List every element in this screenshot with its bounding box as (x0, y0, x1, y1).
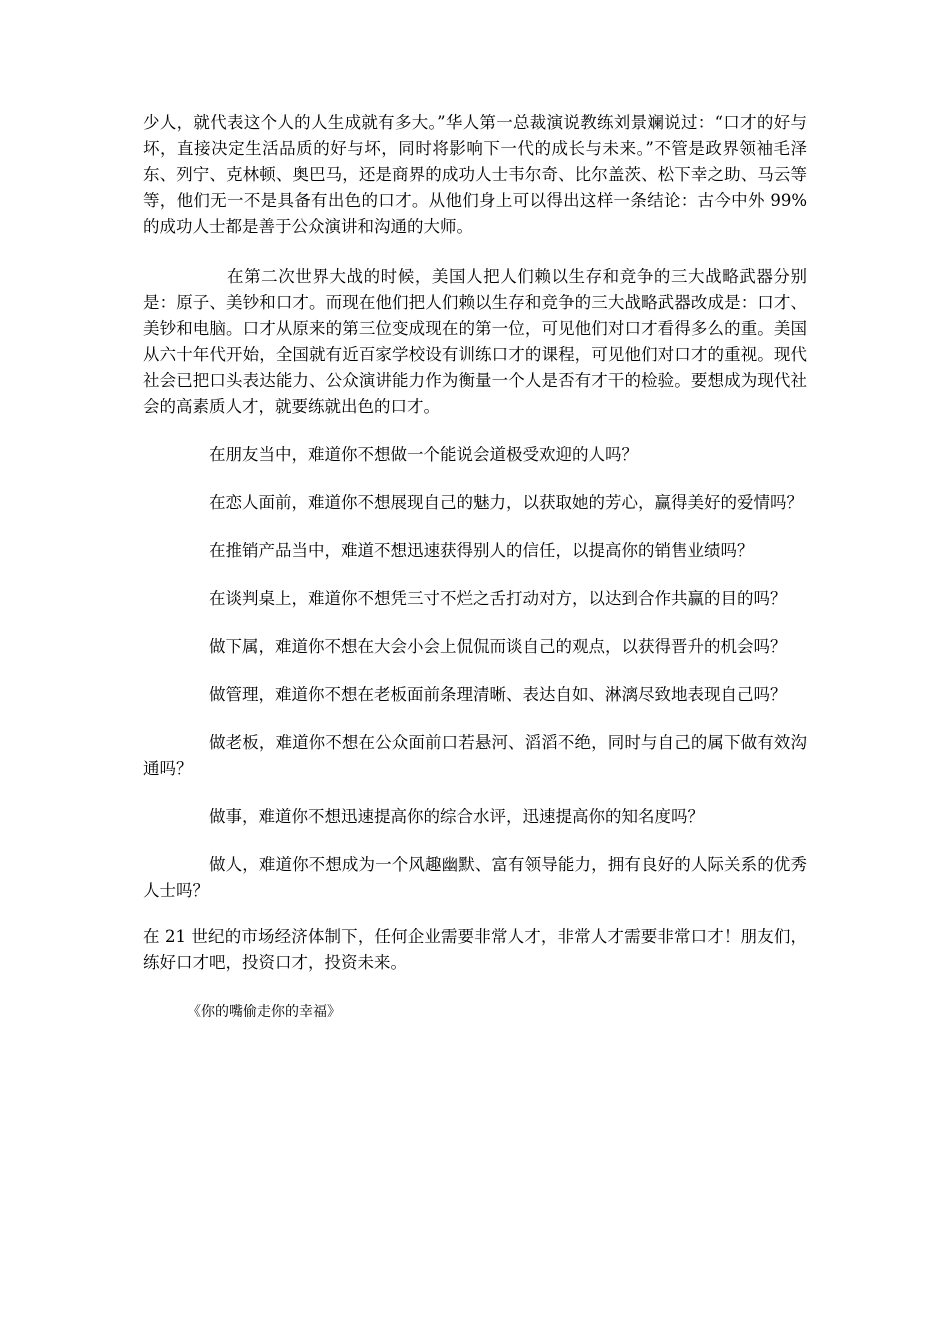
paragraph-management: 做管理，难道你不想在老板面前条理清晰、表达自如、淋漓尽致地表现自己吗？ (209, 685, 787, 704)
paragraph-conclusion: 在 21 世纪的市场经济体制下，任何企业需要非常人才，非常人才需要非常口才！朋友们，练好口才吧，投资口才，投资未来。 (143, 927, 807, 972)
paragraph-sales: 在推销产品当中，难道不想迅速获得别人的信任，以提高你的销售业绩吗？ (209, 541, 754, 560)
paragraph-ww2: 在第二次世界大战的时候，美国人把人们赖以生存和竞争的三大战略武器分别是：原子、美钞和口才。而现在他们把人们赖以生存和竞争的三大战略武器改成是：口才、美钞和电脑。口才从原来的第三位变成现在的第一位，可见他们对口才看得多么的重。美国从六十年代开始，全国就有近百家学校设有训练口才的课程，可见他们对口才的重视。现代社会已把口头表达能力、公众演讲能力作为衡量一个人是否有才干的检验。要想成为现代社会的高素质人才，就要练就出色的口才。 (143, 267, 807, 416)
paragraph-intro: 少人，就代表这个人的人生成就有多大。”华人第一总裁演说教练刘景斓说过：“口才的好与坏，直接决定生活品质的好与坏，同时将影响下一代的成长与未来。”不管是政界领袖毛泽东、列宁、克林顿、奥巴马，还是商界的成功人士韦尔奇、比尔盖茨、松下幸之助、马云等等，他们无一不是具备有出色的口才。从他们身上可以得出这样一条结论：古今中外 99%的成功人士都是善于公众演讲和沟通的大师。 (143, 113, 807, 236)
paragraph-person: 做人，难道你不想成为一个风趣幽默、富有领导能力，拥有良好的人际关系的优秀人士吗？ (143, 855, 807, 900)
paragraph-work: 做事，难道你不想迅速提高你的综合水评，迅速提高你的知名度吗？ (209, 807, 704, 826)
paragraph-subordinate: 做下属，难道你不想在大会小会上侃侃而谈自己的观点，以获得晋升的机会吗？ (209, 637, 787, 656)
paragraph-friends: 在朋友当中，难道你不想做一个能说会道极受欢迎的人吗？ (209, 445, 638, 464)
paragraph-lover: 在恋人面前，难道你不想展现自己的魅力，以获取她的芳心，赢得美好的爱情吗？ (209, 493, 803, 512)
document-page (143, 110, 807, 1022)
book-title: 《你的嘴偷走你的幸福》 (187, 1004, 341, 1020)
paragraph-negotiation: 在谈判桌上，难道你不想凭三寸不烂之舌打动对方，以达到合作共赢的目的吗？ (209, 589, 787, 608)
paragraph-boss: 做老板，难道你不想在公众面前口若悬河、滔滔不绝，同时与自己的属下做有效沟通吗？ (143, 733, 807, 778)
